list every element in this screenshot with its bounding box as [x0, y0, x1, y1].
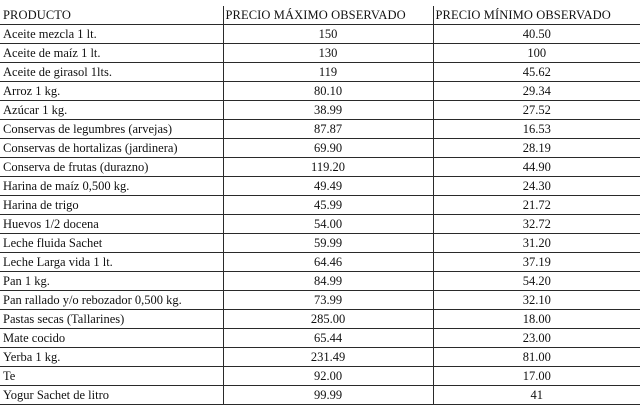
table-row [0, 367, 640, 386]
header-row [0, 6, 640, 25]
min-price: 44.90 [433, 158, 640, 177]
header-product: PRODUCTO [0, 6, 223, 25]
product-name: Yogur Sachet de litro [0, 386, 223, 405]
table-row [0, 158, 640, 177]
table-row [0, 310, 640, 329]
product-name: Pastas secas (Tallarines) [0, 310, 223, 329]
min-price: 29.34 [433, 82, 640, 101]
product-name: Azúcar 1 kg. [0, 101, 223, 120]
max-price: 80.10 [223, 82, 433, 101]
product-name: Yerba 1 kg. [0, 348, 223, 367]
max-price: 285.00 [223, 310, 433, 329]
product-name: Pan 1 kg. [0, 272, 223, 291]
max-price: 59.99 [223, 234, 433, 253]
max-price: 54.00 [223, 215, 433, 234]
table-row [0, 253, 640, 272]
max-price: 64.46 [223, 253, 433, 272]
table-row [0, 101, 640, 120]
max-price: 87.87 [223, 120, 433, 139]
table-row [0, 139, 640, 158]
min-price: 81.00 [433, 348, 640, 367]
max-price: 49.49 [223, 177, 433, 196]
product-name: Leche fluida Sachet [0, 234, 223, 253]
table-row [0, 386, 640, 405]
product-name: Conservas de hortalizas (jardinera) [0, 139, 223, 158]
min-price: 16.53 [433, 120, 640, 139]
table-row [0, 215, 640, 234]
table-row [0, 234, 640, 253]
max-price: 150 [223, 25, 433, 44]
min-price: 17.00 [433, 367, 640, 386]
min-price: 31.20 [433, 234, 640, 253]
product-name: Pan rallado y/o rebozador 0,500 kg. [0, 291, 223, 310]
max-price: 45.99 [223, 196, 433, 215]
product-name: Harina de maíz 0,500 kg. [0, 177, 223, 196]
min-price: 100 [433, 44, 640, 63]
max-price: 99.99 [223, 386, 433, 405]
table-row [0, 25, 640, 44]
header-max-price: PRECIO MÁXIMO OBSERVADO [223, 6, 433, 25]
min-price: 41 [433, 386, 640, 405]
min-price: 54.20 [433, 272, 640, 291]
product-name: Arroz 1 kg. [0, 82, 223, 101]
max-price: 84.99 [223, 272, 433, 291]
min-price: 21.72 [433, 196, 640, 215]
min-price: 28.19 [433, 139, 640, 158]
max-price: 130 [223, 44, 433, 63]
table-row [0, 272, 640, 291]
header-min-price: PRECIO MÍNIMO OBSERVADO [433, 6, 640, 25]
product-name: Te [0, 367, 223, 386]
product-name: Huevos 1/2 docena [0, 215, 223, 234]
min-price: 32.10 [433, 291, 640, 310]
table-row [0, 177, 640, 196]
table-row [0, 120, 640, 139]
table-row [0, 196, 640, 215]
table-row [0, 348, 640, 367]
max-price: 231.49 [223, 348, 433, 367]
max-price: 119.20 [223, 158, 433, 177]
product-name: Aceite mezcla 1 lt. [0, 25, 223, 44]
product-name: Harina de trigo [0, 196, 223, 215]
max-price: 92.00 [223, 367, 433, 386]
min-price: 40.50 [433, 25, 640, 44]
table-row [0, 291, 640, 310]
price-table [0, 6, 640, 405]
max-price: 73.99 [223, 291, 433, 310]
table-row [0, 44, 640, 63]
max-price: 119 [223, 63, 433, 82]
min-price: 45.62 [433, 63, 640, 82]
min-price: 32.72 [433, 215, 640, 234]
min-price: 27.52 [433, 101, 640, 120]
table-row [0, 329, 640, 348]
max-price: 38.99 [223, 101, 433, 120]
min-price: 37.19 [433, 253, 640, 272]
product-name: Conservas de legumbres (arvejas) [0, 120, 223, 139]
max-price: 69.90 [223, 139, 433, 158]
min-price: 18.00 [433, 310, 640, 329]
table-body [0, 25, 640, 405]
product-name: Leche Larga vida 1 lt. [0, 253, 223, 272]
min-price: 24.30 [433, 177, 640, 196]
product-name: Mate cocido [0, 329, 223, 348]
product-name: Conserva de frutas (durazno) [0, 158, 223, 177]
max-price: 65.44 [223, 329, 433, 348]
product-name: Aceite de maíz 1 lt. [0, 44, 223, 63]
table-row [0, 82, 640, 101]
product-name: Aceite de girasol 1lts. [0, 63, 223, 82]
table-row [0, 63, 640, 82]
min-price: 23.00 [433, 329, 640, 348]
